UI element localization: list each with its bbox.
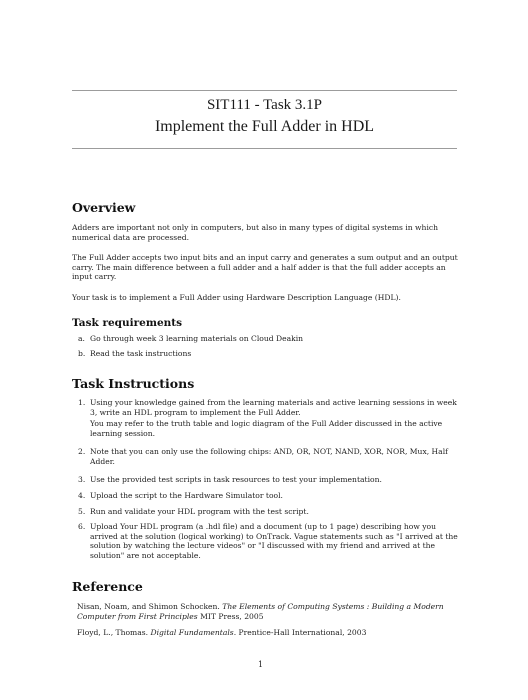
- list-marker: 2.: [78, 447, 86, 456]
- course-task-code: SIT111 - Task 3.1P: [206, 97, 323, 113]
- reference-entry-1: [77, 602, 461, 622]
- list-item-text: Run and validate your HDL program with the test script.: [90, 507, 309, 516]
- reference-publisher: MIT Press, 2005: [200, 612, 264, 621]
- list-marker: 5.: [78, 507, 86, 516]
- reference-publisher: Prentice-Hall International, 2003: [238, 628, 367, 637]
- reference-title: Digital Fundamentals.: [150, 628, 237, 637]
- list-item-note: You may refer to the truth table and logic diagram of the Full Adder discussed in the active learning session.: [90, 419, 443, 438]
- list-item-text: Using your knowledge gained from the learning materials and active learning sessions in week 3, write an HDL program to implement the Full Adder.: [90, 398, 457, 417]
- header-bottom-rule: [72, 148, 457, 149]
- instructions-heading: Task Instructions: [72, 376, 195, 391]
- list-marker: b.: [78, 349, 86, 358]
- reference-heading: Reference: [72, 579, 143, 594]
- list-marker: 1.: [78, 398, 86, 407]
- list-item-text: Use the provided test scripts in task resources to test your implementation.: [90, 475, 382, 484]
- list-marker: 4.: [78, 491, 86, 500]
- requirements-heading: Task requirements: [72, 317, 183, 329]
- list-item-text: Upload Your HDL program (a .hdl file) and a document (up to 1 page) describing how you arrived at the solution (logical working) to OnTrack. Vague statements such as "I arrived at the solution by watching the lecture videos" or "I discussed with my friend and arrived at the solution" are not acceptable.: [90, 522, 458, 560]
- overview-paragraph-3: Your task is to implement a Full Adder using Hardware Description Language (HDL).: [72, 293, 401, 302]
- list-marker: 3.: [78, 475, 86, 484]
- reference-title: The Elements of Computing Systems : Building a Modern Computer from First Principles: [77, 602, 444, 621]
- reference-authors: Floyd, L., Thomas.: [77, 628, 149, 637]
- list-marker: 6.: [78, 522, 86, 531]
- reference-entry-2: [77, 628, 461, 638]
- list-item-text: Go through week 3 learning materials on Cloud Deakin: [90, 334, 304, 343]
- overview-paragraph-1: Adders are important not only in computers, but also in many types of digital systems in which numerical data are processed.: [72, 223, 439, 242]
- list-item-text: Note that you can only use the following chips: AND, OR, NOT, NAND, XOR, NOR, Mux, Half Adder.: [90, 447, 448, 466]
- overview-heading: Overview: [72, 200, 136, 215]
- reference-authors: Nisan, Noam, and Shimon Schocken.: [77, 602, 220, 611]
- list-marker: a.: [78, 334, 85, 343]
- list-item-text: Upload the script to the Hardware Simulator tool.: [90, 491, 283, 500]
- overview-paragraph-2: The Full Adder accepts two input bits and an input carry and generates a sum output and an output carry. The main difference between a full adder and a half adder is that the full adder accepts an input carry.: [72, 253, 458, 282]
- header-top-rule: [72, 90, 457, 91]
- page-title: Implement the Full Adder in HDL: [154, 118, 375, 135]
- list-item-text: Read the task instructions: [90, 349, 192, 358]
- page-number: 1: [258, 660, 264, 669]
